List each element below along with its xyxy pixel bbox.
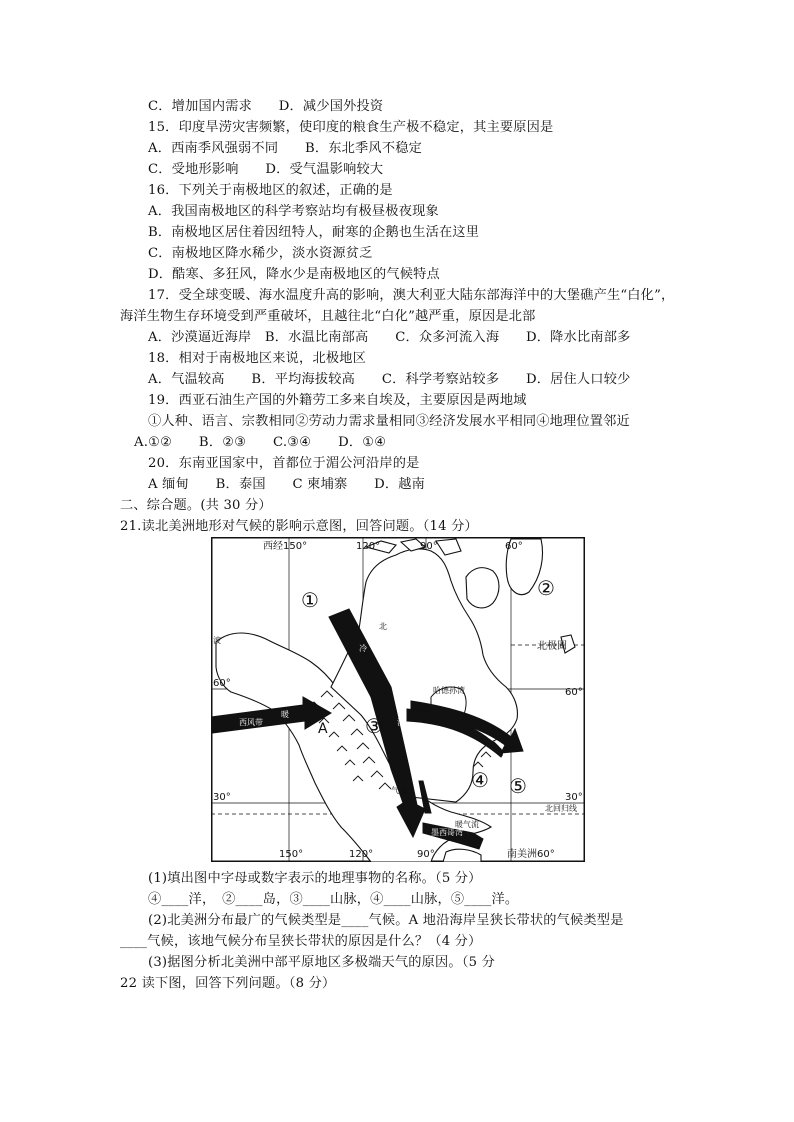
top-label-60: 60° [505,541,523,552]
arrow-label-westerlies: 西风带 [239,718,263,727]
q21-part1: (1)填出图中字母或数字表示的地理事物的名称。（5 分） [148,871,482,886]
lat-label-60-left: 60° [213,678,231,689]
top-label-90: 90° [420,541,438,552]
q22-stem: 22 读下图，回答下列问题。（8 分） [120,976,336,991]
arrow-label-warm: 暖 [281,710,289,719]
marker-5: ⑤ [509,774,527,798]
q15-options-ab: A．西南季风强弱不同 B．东北季风不稳定 [148,141,422,156]
q15-options-cd: C．受地形影响 D．受气温影响较大 [148,162,384,177]
marker-3: ③ [365,714,383,738]
lat-label-30-right: 30° [565,792,583,803]
q17-stem-2: 海洋生物生存环境受到严重破坏，且越往北“白化”越严重，原因是北部 [120,309,536,324]
arrow-label-airflow: 气流 [391,786,407,795]
beaufort-label: 波 [213,636,221,645]
arrow-label-north: 北 [379,622,387,631]
top-label-120: 120° [356,541,381,552]
arctic-circle-label: 北极圈 [537,641,567,652]
letter-a: A [318,721,328,737]
lat-label-30-left: 30° [213,792,231,803]
q16-option-b: B．南极地区居住着因纽特人，耐寒的企鹅也生活在这里 [148,225,480,240]
bottom-label-60: 南美洲60° [507,849,555,860]
arrow-label-cold: 冷 [359,644,367,653]
q19-stem: 19．西亚石油生产国的外籍劳工多来自埃及，主要原因是两地域 [148,393,527,408]
arrow-label-gulf: 墨西哥湾 [431,828,463,837]
north-america-map [211,537,585,862]
arrow-label-wet: 湿 [397,718,405,727]
q16-option-c: C．南极地区降水稀少，淡水资源贫乏 [148,246,373,261]
tropic-label: 北回归线 [545,804,577,813]
bottom-label-90: 90° [417,849,435,860]
q17-options: A．沙漠逼近海岸 B．水温比南部高 C．众多河流入海 D．降水比南部多 [148,330,631,345]
q20-options: A 缅甸 B．泰国 C 柬埔寨 D．越南 [148,477,426,492]
bottom-label-150: 150° [279,849,304,860]
q21-part2-line2: ____气候，该地气候分布呈狭长带状的原因是什么？（4 分） [120,934,482,949]
q18-stem: 18．相对于南极地区来说，北极地区 [148,351,366,366]
q16-stem: 16．下列关于南极地区的叙述，正确的是 [148,183,393,198]
q16-option-a: A．我国南极地区的科学考察站均有极昼极夜现象 [148,204,439,219]
marker-4: ④ [471,768,489,792]
q18-options: A．气温较高 B．平均海拔较高 C．科学考察站较多 D．居住人口较少 [148,372,631,387]
q21-stem: 21.读北美洲地形对气候的影响示意图，回答问题。（14 分） [120,519,478,534]
bottom-label-120: 120° [349,849,374,860]
q16-option-d: D．酷寒、多狂风，降水少是南极地区的气候特点 [148,267,440,282]
q17-stem-1: 17．受全球变暖、海水温度升高的影响，澳大利亚大陆东部海洋中的大堡礁产生“白化”， [148,288,675,303]
arrow-label-warm-flow: 暖气流 [455,820,479,829]
q21-part1-blanks: ④____洋， ②____岛，③____山脉，④____山脉，⑤____洋。 [148,892,519,907]
q19-statements: ①人种、语言、宗教相同②劳动力需求量相同③经济发展水平相同④地理位置邻近 [148,414,630,429]
section-heading: 二、综合题。(共 30 分） [120,498,272,513]
lat-label-60-right: 60° [565,687,583,698]
q20-stem: 20．东南亚国家中，首都位于湄公河沿岸的是 [148,456,420,471]
q21-part3: (3)据图分析北美洲中部平原地区多极端天气的原因。（5 分 [148,955,495,970]
marker-1: ① [301,588,319,612]
marker-2: ② [537,576,555,600]
q15-stem: 15．印度旱涝灾害频繁，使印度的粮食生产极不稳定，其主要原因是 [148,120,554,135]
top-label-150w: 西经150° [263,541,308,552]
hudson-bay-label: 哈德孙湾 [433,686,465,695]
q14-options-cd: C．增加国内需求 D．减少国外投资 [148,99,384,114]
q21-part2-line1: (2)北美洲分布最广的气候类型是____气候。A 地沿海岸呈狭长带状的气候类型是 [148,913,624,928]
q19-options: A.①② B．②③ C.③④ D．①④ [134,435,387,450]
